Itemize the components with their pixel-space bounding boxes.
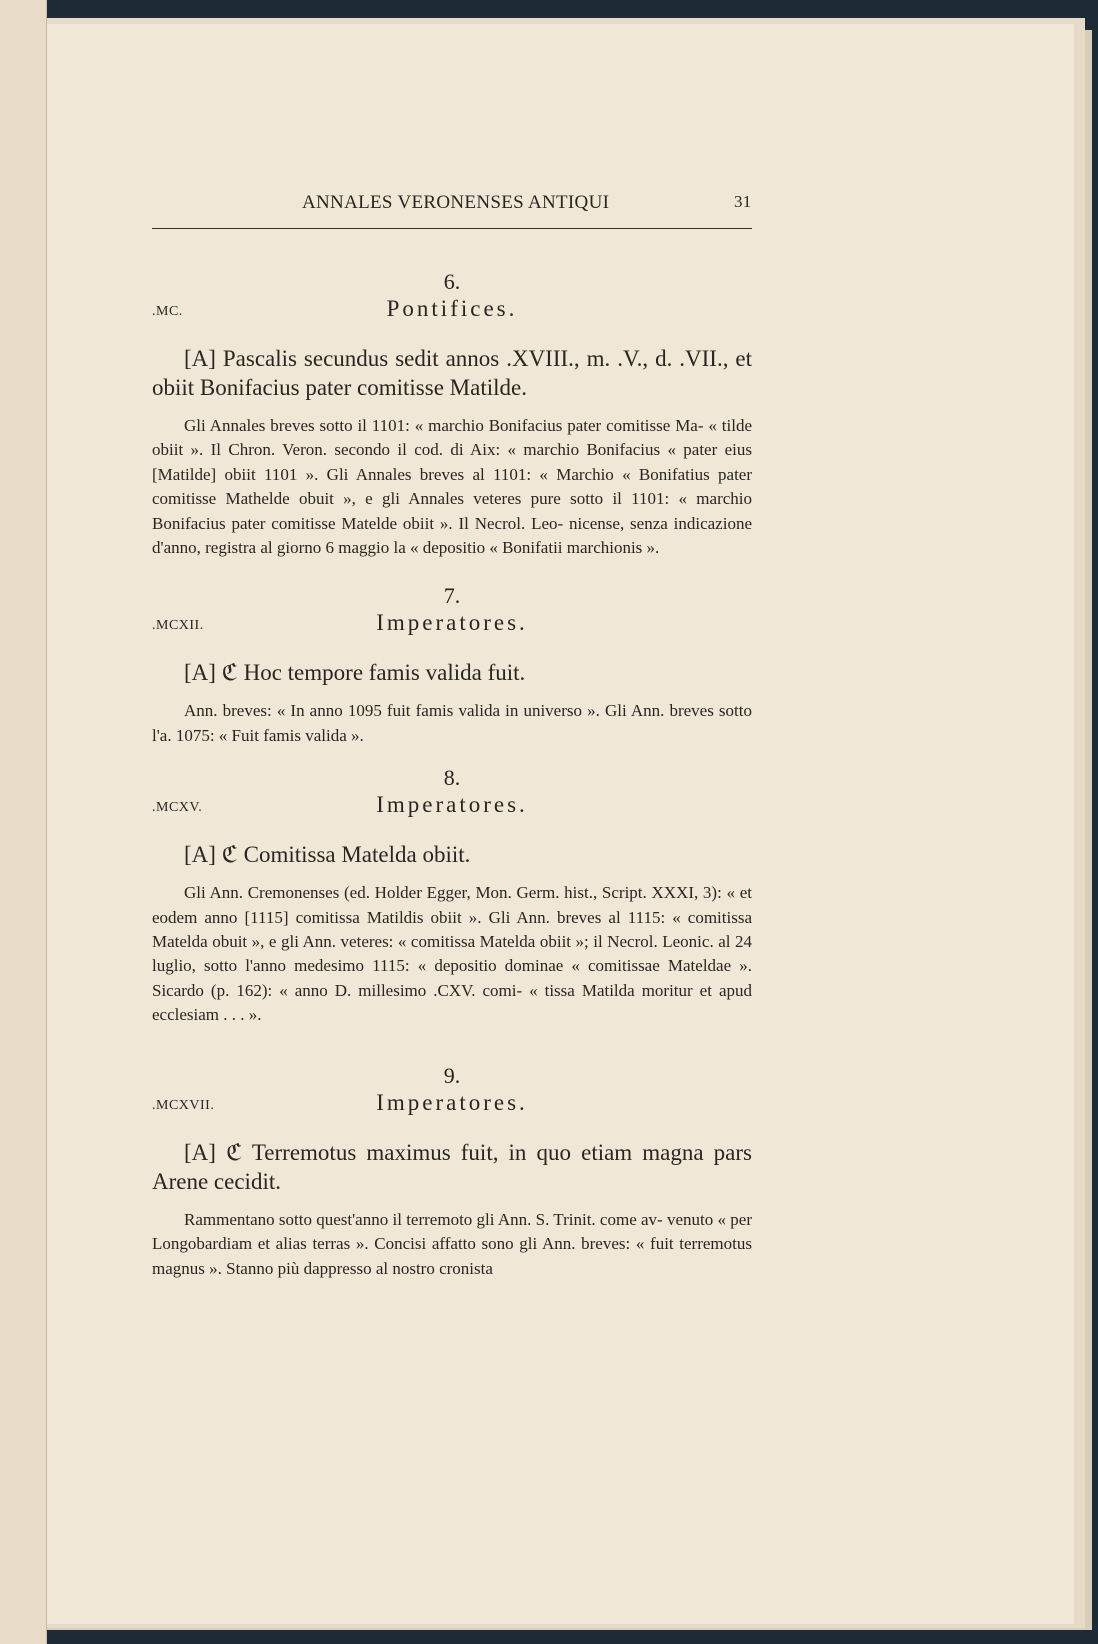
- entry-heading: Imperatores.: [376, 792, 528, 818]
- entry-year: .MCXV.: [152, 800, 203, 816]
- entry-note: Rammentano sotto quest'anno il terremoto gli Ann. S. Trinit. come av- venuto « per Longobardiam et alias terras ». Concisi affatto sono gli Ann. breves: « fuit terremotus magnus ». Stanno più dappresso al nostro cronista: [152, 1209, 752, 1278]
- entry-heading: Imperatores.: [376, 1089, 528, 1115]
- entry-header: [152, 610, 752, 646]
- entry-number: 6.: [443, 269, 461, 294]
- page-content: [152, 268, 752, 1281]
- entry-text: [A] ℭ Hoc tempore famis valida fuit.: [184, 660, 526, 686]
- entry-9: [152, 1062, 752, 1281]
- entry-text: [A] ℭ Comitissa Matelda obiit.: [184, 842, 471, 868]
- entry-header: [152, 792, 752, 828]
- binding-strip: [0, 0, 47, 1644]
- entry-year: .MCXVII.: [152, 1097, 215, 1113]
- entry-number: 9.: [443, 1062, 461, 1088]
- page-number: 31: [734, 192, 752, 211]
- running-head-title: ANNALES VERONENSES ANTIQUI: [302, 192, 610, 213]
- entry-note: Gli Ann. Cremonenses (ed. Holder Egger, Mon. Germ. hist., Script. XXXI, 3): « et eodem anno [1115] comitissa Matildis obiit ». Gli Ann. breves al 1115: « comitissa Matelda obuit », e gli Ann. veteres: « comitissa Matelda obiit »; il Necrol. Leonic. al 24 luglio, sotto l'anno medesimo 1115: « depositio dominae « comitissae Mateldae ». Sicardo (p. 162): « anno D. millesimo .CXV. comi- « tissa Matilda moritur et apud ecclesiam . . . ».: [152, 883, 752, 1025]
- entry-header: [152, 296, 752, 332]
- entry-8: [152, 764, 752, 1027]
- entry-heading: Pontifices.: [386, 296, 518, 321]
- entry-heading: Imperatores.: [376, 610, 528, 636]
- entry-year: .MC.: [152, 304, 183, 319]
- entry-number: 7.: [443, 583, 461, 609]
- entry-note: Gli Annales breves sotto il 1101: « marchio Bonifacius pater comitisse Ma- « tilde obiit ». Il Chron. Veron. secondo il cod. di Aix: « marchio Bonifacius « pater eius [Matilde] obiit 1101 ». Gli Annales breves al 1101: « Marchio « Bonifatius pater comitisse Mathelde obuit », e gli Annales veteres pure sotto il 1101: « marchio Bonifacius pater comitisse Matelde obiit ». Il Necrol. Leo- nicense, senza indicazione d'anno, registra al giorno 6 maggio la « depositio « Bonifatii marchionis ».: [152, 416, 752, 558]
- entry-6: [152, 268, 752, 560]
- entry-number: 8.: [443, 765, 461, 791]
- entry-text: [A] Pascalis secundus sedit annos .XVIII., m. .V., d. .VII., et obiit Bonifacius pater comitisse Matilde.: [152, 346, 752, 400]
- entry-note: Ann. breves: « In anno 1095 fuit famis valida in universo ». Gli Ann. breves sotto l'a. 1075: « Fuit famis valida ».: [152, 701, 752, 745]
- header-rule: [152, 228, 752, 229]
- entry-7: [152, 582, 752, 748]
- entry-header: [152, 1090, 752, 1126]
- entry-year: .MCXII.: [152, 618, 204, 634]
- entry-text: [A] ℭ Terremotus maximus fuit, in quo etiam magna pars Arene cecidit.: [152, 1139, 752, 1194]
